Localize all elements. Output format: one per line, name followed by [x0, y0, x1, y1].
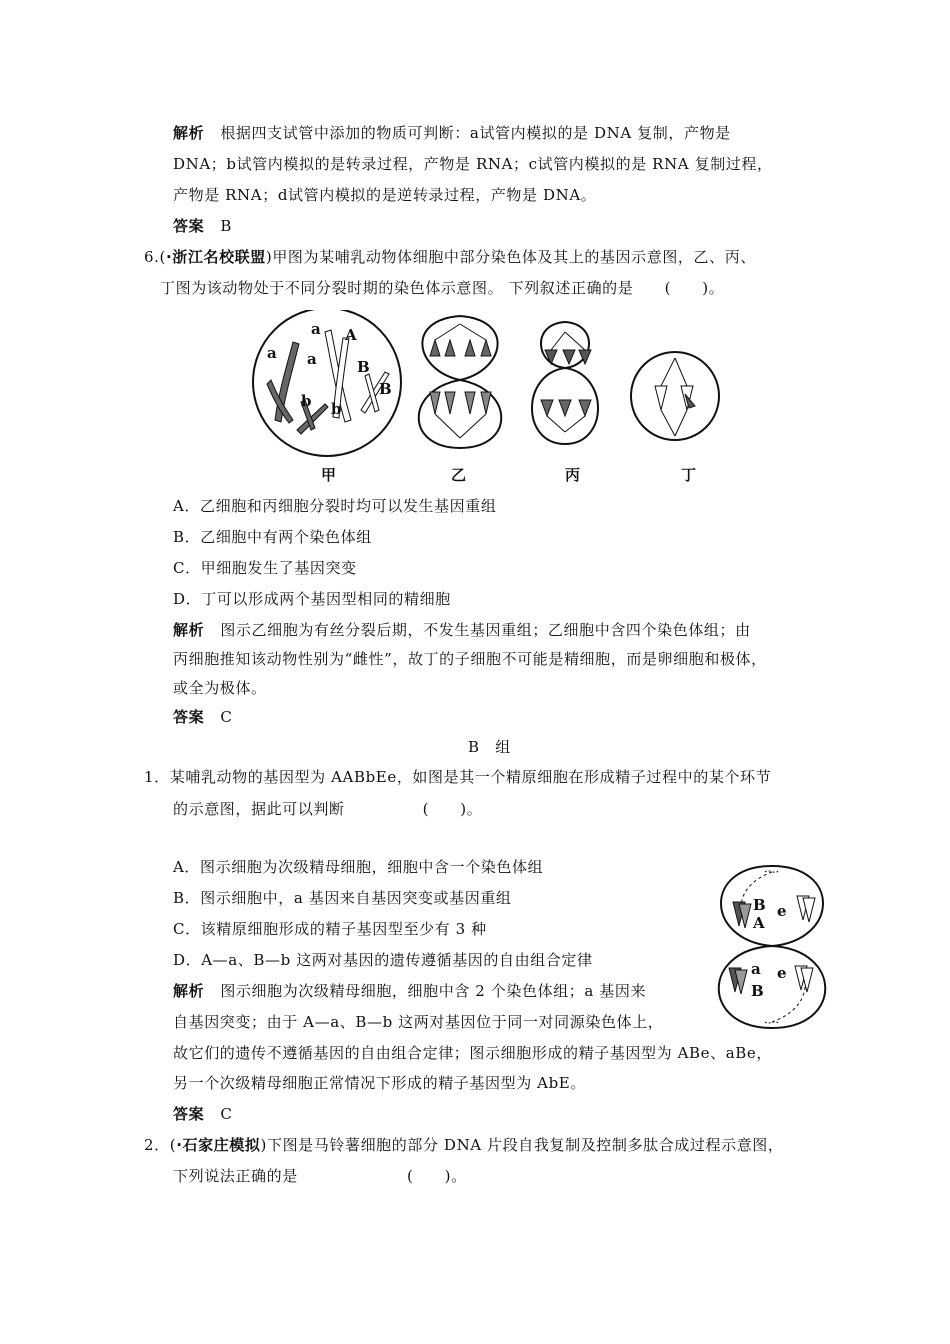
label-yi: 乙	[451, 466, 467, 484]
gene-B2: B	[379, 380, 392, 398]
label-bing: 丙	[565, 466, 581, 484]
b2-source: ·石家庄模拟	[176, 1136, 261, 1154]
gene-A: A	[345, 326, 357, 344]
q6-option-a: A．乙细胞和丙细胞分裂时均可以发生基因重组	[173, 497, 497, 515]
gene-e-bottom: e	[777, 964, 787, 982]
b2-stem-line-2: 下列说法正确的是 ( )。	[173, 1167, 467, 1185]
answer-value: B	[220, 217, 232, 235]
answer-label: 答案	[173, 1105, 205, 1123]
q6-answer	[173, 707, 232, 727]
b1-stem-line-1: 1．某哺乳动物的基因型为 AABbEe，如图是其一个精原细胞在形成精子过程中的某个环节	[144, 768, 772, 786]
gene-e-top: e	[777, 902, 787, 920]
analysis-label: 解析	[173, 124, 205, 142]
q5-analysis-line-3: 产物是 RNA；d试管内模拟的是逆转录过程，产物是 DNA。	[173, 186, 597, 204]
b1-figure	[705, 862, 840, 1032]
b1-option-d: D．A—a、B—b 这两对基因的遗传遵循基因的自由组合定律	[173, 951, 593, 969]
q6-source: ·浙江名校联盟	[165, 248, 266, 266]
b2-stem-line-1: 2．(·石家庄模拟)下图是马铃薯细胞的部分 DNA 片段自我复制及控制多肽合成过程示意图，	[144, 1136, 784, 1154]
q5-analysis-line-1: 解析 根据四支试管中添加的物质可判断：a试管内模拟的是 DNA 复制，产物是	[173, 124, 731, 142]
q5-answer	[173, 216, 232, 236]
q6-option-c: C．甲细胞发生了基因突变	[173, 559, 357, 577]
answer-label: 答案	[173, 217, 205, 235]
q6-stem-line-2: 丁图为该动物处于不同分裂时期的染色体示意图。 下列叙述正确的是 ( )。	[160, 279, 725, 297]
q6-figure	[245, 310, 725, 490]
q6-option-b: B．乙细胞中有两个染色体组	[173, 528, 372, 546]
cell-ding	[631, 352, 719, 440]
gene-a3: a	[311, 320, 321, 338]
gene-B1: B	[357, 358, 370, 376]
cell-yi	[419, 316, 502, 448]
group-title: B 组	[468, 738, 511, 756]
b1-analysis-line-1: 解析 图示细胞为次级精母细胞，细胞中含 2 个染色体组；a 基因来	[173, 982, 647, 1000]
gene-b2: b	[331, 400, 342, 418]
gene-B-bottom: B	[751, 982, 764, 1000]
answer-value: C	[220, 1105, 233, 1123]
analysis-label: 解析	[173, 621, 205, 639]
b1-option-b: B．图示细胞中，a 基因来自基因突变或基因重组	[173, 889, 512, 907]
answer-value: C	[220, 708, 233, 726]
b1-option-a: A．图示细胞为次级精母细胞，细胞中含一个染色体组	[173, 858, 544, 876]
b1-stem-line-2: 的示意图，据此可以判断 ( )。	[173, 800, 483, 818]
b1-analysis-line-3: 故它们的遗传不遵循基因的自由组合定律；图示细胞形成的精子基因型为 ABe、aBe，	[173, 1044, 772, 1062]
gene-a-bottom: a	[751, 960, 761, 978]
b1-answer	[173, 1104, 232, 1124]
label-ding: 丁	[681, 466, 697, 484]
answer-label: 答案	[173, 708, 205, 726]
gene-a1: a	[267, 344, 277, 362]
b1-analysis-line-2: 自基因突变；由于 A—a、B—b 这两对基因位于同一对同源染色体上，	[173, 1013, 664, 1031]
q6-stem-line-1: 6.(·浙江名校联盟)甲图为某哺乳动物体细胞中部分染色体及其上的基因示意图，乙、丙、	[144, 248, 756, 266]
b1-analysis-line-4: 另一个次级精母细胞正常情况下形成的精子基因型为 AbE。	[173, 1074, 586, 1092]
cell-bing	[532, 322, 598, 444]
q5-analysis-line-2: DNA；b试管内模拟的是转录过程，产物是 RNA；c试管内模拟的是 RNA 复制过程，	[173, 155, 773, 173]
q6-analysis-line-2: 丙细胞推知该动物性别为“雌性”，故丁的子细胞不可能是精细胞，而是卵细胞和极体，	[173, 650, 767, 668]
analysis-label: 解析	[173, 982, 205, 1000]
b1-option-c: C．该精原细胞形成的精子基因型至少有 3 种	[173, 920, 487, 938]
gene-B-top: B	[753, 896, 766, 914]
cell-jia	[253, 310, 401, 456]
gene-a2: a	[307, 350, 317, 368]
q6-option-d: D．丁可以形成两个基因型相同的精细胞	[173, 590, 451, 608]
q6-analysis-line-3: 或全为极体。	[173, 679, 267, 697]
gene-A-top: A	[753, 914, 765, 932]
gene-b1: b	[301, 392, 312, 410]
q6-analysis-line-1: 解析 图示乙细胞为有丝分裂后期，不发生基因重组；乙细胞中含四个染色体组；由	[173, 621, 751, 639]
label-jia: 甲	[321, 466, 337, 484]
